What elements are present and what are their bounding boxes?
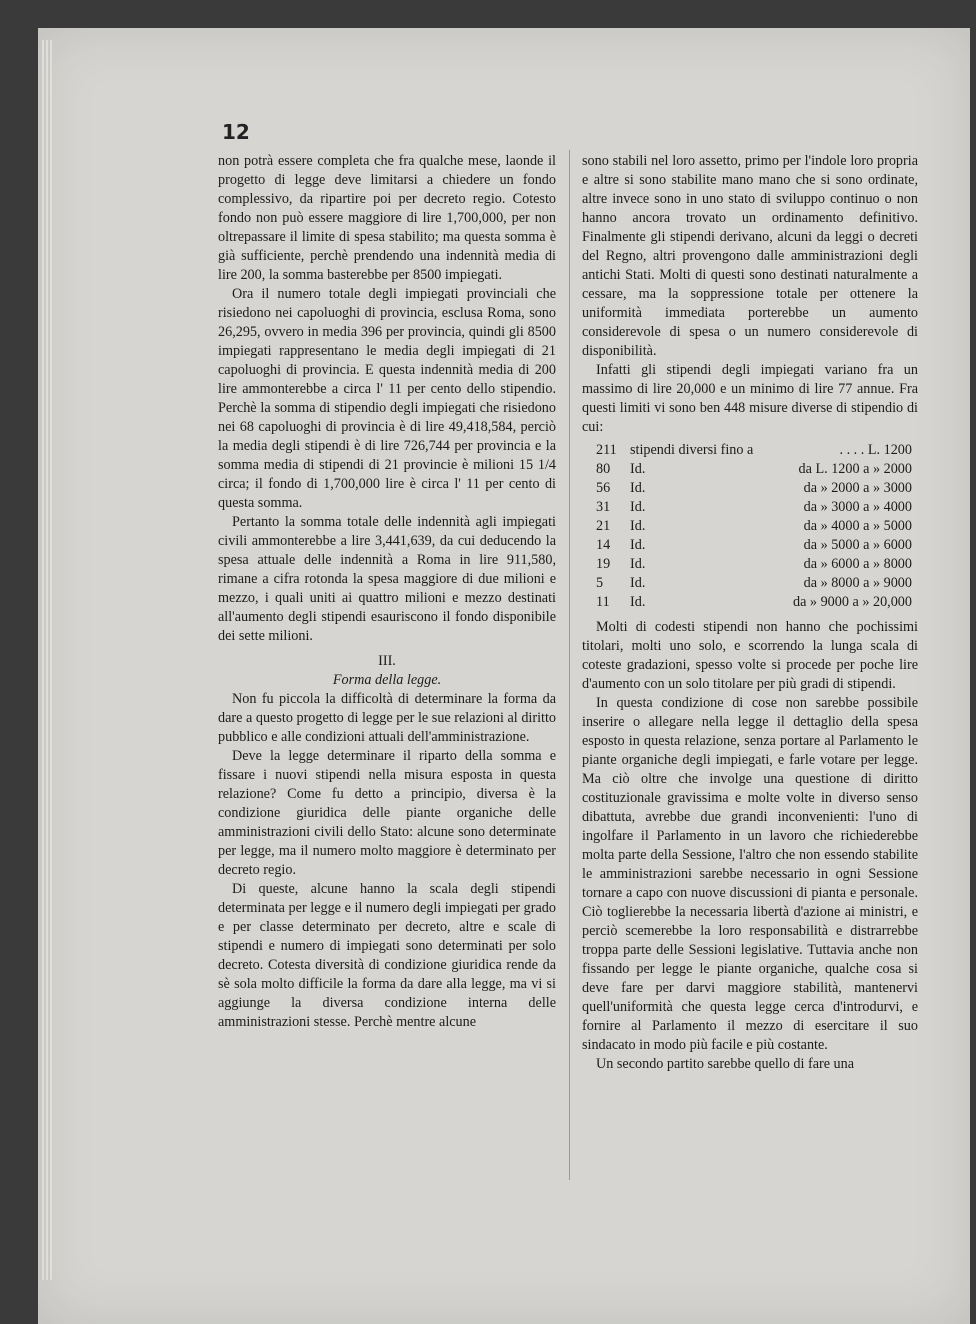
table-row <box>596 593 912 612</box>
table-row <box>596 460 912 479</box>
desc-cell: Id. <box>630 537 646 553</box>
paragraph: Ora il numero totale degli impiegati provinciali che risiedono nei capoluoghi di provincia, esclusa Roma, sono 26,295, ovvero in media 396 per provincia, quindi gli 8500 impiegati rappresentano le media degli impiegati di 21 capoluoghi di provincia. E questa indennità media di 200 lire ammonterebbe a circa l' 11 per cento dello stipendio. Perchè la somma di stipendio degli impiegati che risiedono nei 68 capoluoghi di provincia è di lire 49,418,584, perciò la media degli stipendi è di lire 726,744 per provincia e la somma media di stipendi di 21 provincie è milioni 15 1/4 circa; il fondo di 1,700,000 lire è circa l' 11 per cento di questa somma. <box>218 286 556 511</box>
paragraph: Deve la legge determinare il riparto della somma e fissare i nuovi stipendi nella misura esposta in questa relazione? Come fu detto a principio, diversa è la condizione giuridica delle piante organiche delle amministrazioni civili dello Stato: alcune sono determinate per legge, ma il numero molto maggiore è determinato per decreto regio. <box>218 748 556 878</box>
desc-cell: Id. <box>630 575 646 591</box>
section-number: III. <box>378 653 396 669</box>
range-cell: . . . . L. 1200 <box>839 442 912 458</box>
paragraph: Pertanto la somma totale delle indennità agli impiegati civili ammonterebbe a lire 3,441,639, da cui deducendo la spesa attuale delle indennità a Roma in lire 911,580, rimane a cifra rotonda la spesa maggiore di due milioni e mezzo, i quali uniti ai quattro milioni e mezzo destinati all'aumento degli stipendi esauriscono il fondo disponibile dei sette milioni. <box>218 514 556 644</box>
count-cell: 80 <box>596 461 611 477</box>
salary-table <box>596 441 912 612</box>
range-cell: da L. 1200 a » 2000 <box>798 461 912 477</box>
table-row <box>596 555 912 574</box>
desc-cell: Id. <box>630 461 646 477</box>
count-cell: 14 <box>596 537 611 553</box>
range-cell: da » 9000 a » 20,000 <box>792 594 912 610</box>
desc-cell: Id. <box>630 518 646 534</box>
paragraph: In questa condizione di cose non sarebbe possibile inserire o allegare nella legge il dettaglio della spesa esposto in questa relazione, senza portare al Parlamento le piante organiche degli impiegati, e farle votare per legge. Ma ciò oltre che involge una questione di diritto costituzionale gravissima e molte volte in diverso senso dibattuta, avrebbe due grandi inconvenienti: l'uno di ingolfare il Parlamento in un lavoro che richiederebbe molta parte della Sessione, l'altro che non essendo stabilite le amministrazioni sarebbe necessario in ogni Sessione tornare a capo con nuove discussioni di pianta e personale. Ciò toglierebbe la necessaria libertà d'azione ai ministri, e perciò scemerebbe la loro responsabilità e distrarrebbe troppa parte delle Sessioni legislative. Tuttavia anche non fissando per legge le piante organiche, qualche cosa si deve fare per darvi maggiore stabilità, mantenervi quell'uniformità che questa legge cerca d'introdurvi, e fornire al Parlamento il mezzo di esercitare il suo sindacato in modo più facile e più costante. <box>582 695 918 1053</box>
count-cell: 19 <box>596 556 611 572</box>
paragraph: Molti di codesti stipendi non hanno che pochissimi titolari, molti uno solo, e scorrendo la lunga scala di coteste gradazioni, spesso volte si procede per poche lire d'aumento con un solo titolare per più gradi di stipendi. <box>582 619 918 692</box>
count-cell: 21 <box>596 518 611 534</box>
desc-cell: Id. <box>630 499 646 515</box>
count-cell: 31 <box>596 499 611 515</box>
paragraph: sono stabili nel loro assetto, primo per l'indole loro propria e altre si sono stabilite mano mano che si sono ordinate, altre invece sono in uno stato di sviluppo continuo o non hanno ancora trovato un ordinamento definitivo. Finalmente gli stipendi derivano, alcuni da leggi o decreti del Regno, altri provengono dalle amministrazioni degli antichi Stati. Molti di questi sono destinati naturalmente a cessare, ma la soppressione totale per ottenere la uniformità immediata porterebbe un aumento considerevole di spesa o un numero considerevole di disponibilità. <box>582 153 918 359</box>
table-row <box>596 441 912 460</box>
table-row <box>596 498 912 517</box>
desc-cell: Id. <box>630 594 646 610</box>
range-cell: da » 3000 a » 4000 <box>803 499 912 515</box>
table-row <box>596 517 912 536</box>
range-cell: da » 6000 a » 8000 <box>803 556 912 572</box>
table-row <box>596 479 912 498</box>
paragraph: Infatti gli stipendi degli impiegati variano fra un massimo di lire 20,000 e un minimo di lire 77 annue. Fra questi limiti vi sono ben 448 misure diverse di stipendio di cui: <box>582 362 918 435</box>
range-cell: da » 5000 a » 6000 <box>803 537 912 553</box>
table-row <box>596 536 912 555</box>
count-cell: 5 <box>596 575 604 591</box>
left-column <box>218 152 556 1032</box>
table-row <box>596 574 912 593</box>
range-cell: da » 8000 a » 9000 <box>803 575 912 591</box>
count-cell: 211 <box>596 442 617 458</box>
range-cell: da » 2000 a » 3000 <box>803 480 912 496</box>
page-edge-stack <box>40 40 52 1280</box>
right-column <box>582 152 918 1074</box>
paragraph: Non fu piccola la difficoltà di determinare la forma da dare a questo progetto di legge per le sue relazioni al diritto pubblico e alle condizioni attuali dell'amministrazione. <box>218 691 556 745</box>
paragraph: Di queste, alcune hanno la scala degli stipendi determinata per legge e il numero degli impiegati per grado e per classe determinato per decreto, altre e scale di stipendi e numero di impiegati sono determinati per solo decreto. Cotesta diversità di condizione giuridica rende da sè sola molto difficile la forma da dare alla legge, ma vi si aggiunge la diversa condizione interna delle amministrazioni stesse. Perchè mentre alcune <box>218 881 556 1030</box>
page-number: 12 <box>222 120 250 144</box>
desc-cell: Id. <box>630 480 646 496</box>
section-title: Forma della legge. <box>332 672 442 688</box>
paragraph: Un secondo partito sarebbe quello di fare una <box>596 1056 855 1072</box>
paragraph: non potrà essere completa che fra qualche mese, laonde il progetto di legge deve limitarsi a chiedere un fondo complessivo, da ripartire poi per decreto regio. Cotesto fondo non può essere maggiore di lire 1,700,000, per non oltrepassare il limite di spesa stabilito; ma questa somma è già sufficiente, perchè prendendo una indennità media di lire 200, la somma basterebbe per 8500 impiegati. <box>218 153 556 283</box>
count-cell: 11 <box>596 594 610 610</box>
count-cell: 56 <box>596 480 611 496</box>
range-cell: da » 4000 a » 5000 <box>803 518 912 534</box>
desc-cell: Id. <box>630 556 646 572</box>
desc-cell: stipendi diversi fino a <box>630 442 754 458</box>
column-divider <box>569 150 570 1180</box>
